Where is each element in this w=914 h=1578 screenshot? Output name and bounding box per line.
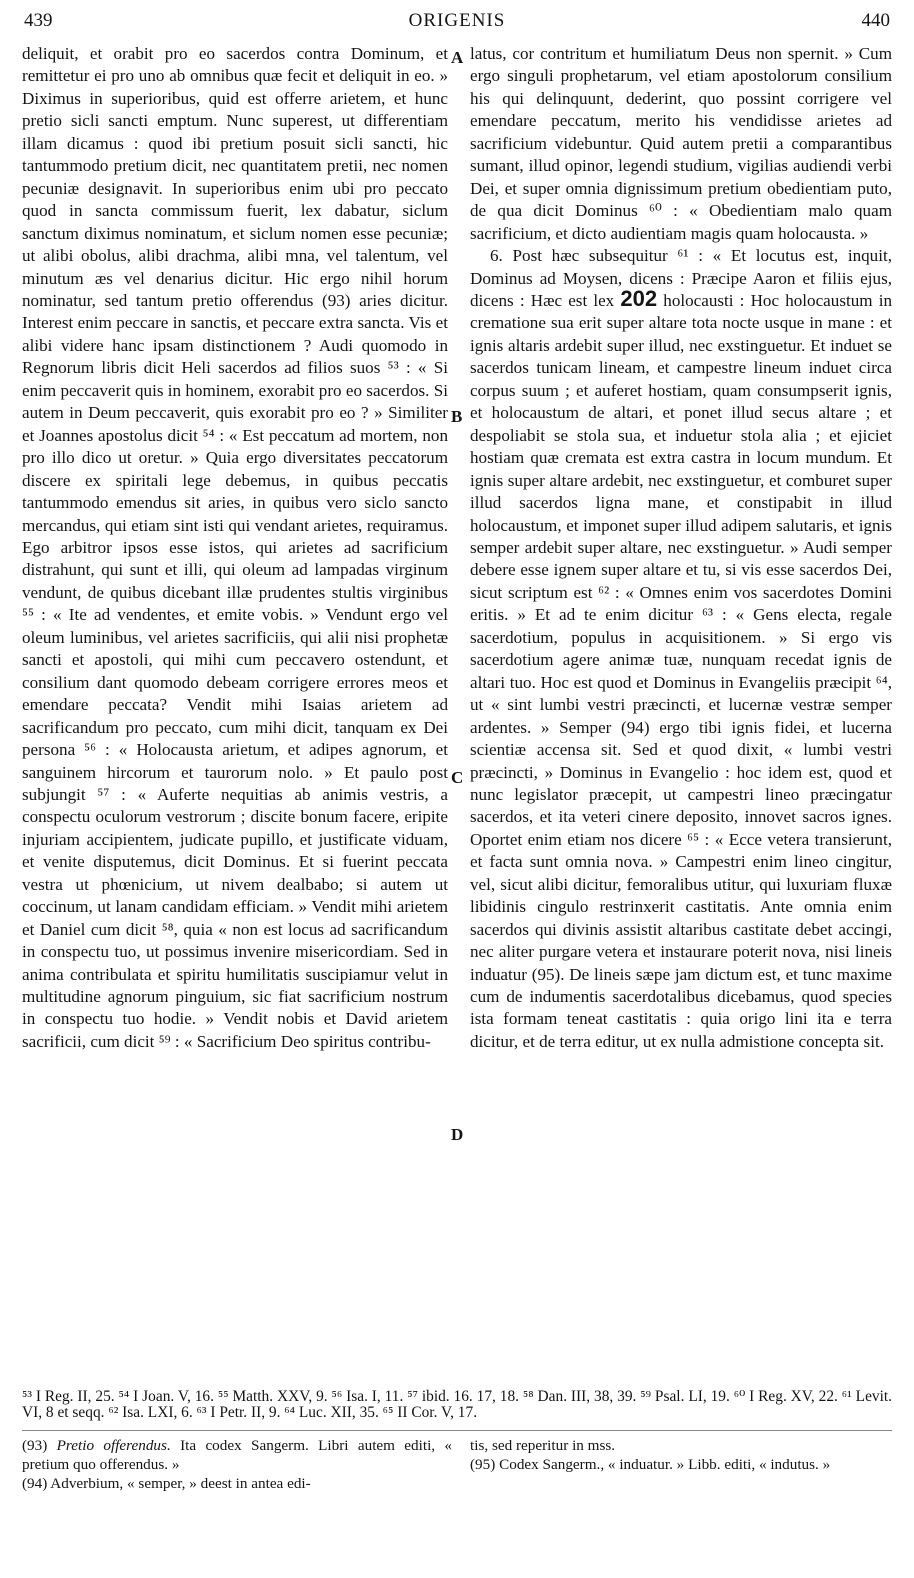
note-93-lemma: Pretio offerendus.	[56, 1437, 171, 1454]
critical-notes-right	[470, 1436, 892, 1474]
left-column-text: deliquit, et orabit pro eo sacerdos contra Dominum, et remittetur ei pro uno ab omnibus quæ fecit et deliquit in eo. » Diximus in superioribus, quid est offerre arietem, et hunc pretio sicli sancti emptum. Nunc superest, ut differentiam illam dicamus : quod ibi pretium posuit sicli sancti, hic tantummodo pretium dicit, nec quantitatem pretii, nec nomen pecuniæ designavit. In superioribus enim ubi pro peccato quod in sancta commissum fuerit, lex dabatur, siclum sanctum diximus nominatum, et siclum nomen esse pecuniæ; ut alibi obolus, alibi drachma, alibi mna, vel talentum, vel minutum æs vel denarius dicitur. Hic ergo nihil horum nominatur, sed tantum pretio offerendus (93) aries dicitur. Interest enim peccare in sanctis, et peccare extra sancta. Vis et alibi videre hanc ipsam distinctionem ? Audi quomodo in Regnorum libris dicit Heli sacerdos ad filios suos ⁵³ : « Si enim peccaverit quis in hominem, exorabit pro eo sacerdos. Si autem in Deum peccaverit, quis exorabit pro eo ? » Similiter et Joannes apostolus dicit ⁵⁴ : « Est peccatum ad mortem, non pro illo dico ut oretur. » Quia ergo diversitates peccatorum discere ex spiritali lege debemus, in quibus peccatis tantummodo emendus sit aries, in quibus vero siclo sancto mercandus, qui etiam sint isti qui vendant arietes, requiramus. Ego arbitror ipsos esse istos, qui arietes ad sacrificium distrahunt, qui sunt et illi, qui oleum ad lampadas virginum vendunt, de quibus dicebant illæ prudentes stultis virginibus ⁵⁵ : « Ite ad vendentes, et emite vobis. » Vendunt ergo vel oleum luminibus, vel arietes sacrificiis, qui alii nisi prophetæ sancti et apostoli, qui mihi cum peccavero ostendunt, et consilium dant quomodo debeam corrigere errores meos et emendare peccata? Vendit mihi Isaias arietem ad sacrificandum pro peccato, cum mihi dicit, tanquam ex Dei persona ⁵⁶ : « Holocausta arietum, et adipes agnorum, et sanguinem hircorum et taurorum nolo. » Et paulo post subjungit ⁵⁷ : « Auferte nequitias ab animis vestris, a conspectu oculorum vestrorum ; discite bonum facere, eripite injuriam accipientem, judicate pupillo, et justificate viduam, et venite disputemus, dicit Dominus. Et si fuerint peccata vestra ut phœnicium, ut nivem dealbabo; si autem ut coccinum, ut lanam candidam efficiam. » Vendit mihi arietem et Daniel cum dicit ⁵⁸, quia « non est locus ad sacrificandum in conspectu tuo, ut possimus invenire misericordiam. Sed in anima contribulata et spiritu humilitatis suscipiamur velut in multitudine agnorum pinguium, sic fiat sacrificium nostrum in conspectu tuo hodie. » Vendit nobis et David arietem sacrificii, cum dicit ⁵⁹ : « Sacrificium Deo spiritus contribu-	[22, 44, 448, 1051]
note-93-text: Ita codex Sangerm. Libri autem editi, « pretium quo offerendus. »	[22, 1437, 453, 1473]
margin-letter-d: D	[451, 1125, 464, 1144]
page-number-right: 440	[861, 10, 890, 31]
scripture-references-text: ⁵³ I Reg. II, 25. ⁵⁴ I Joan. V, 16. ⁵⁵ Matth. XXV, 9. ⁵⁶ Isa. I, 11. ⁵⁷ ibid. 16. 17, 18. ⁵⁸ Dan. III, 38, 39. ⁵⁹ Psal. LI, 19. ⁶⁰ I Reg. XV, 22. ⁶¹ Levit. VI, 8 et seqq. ⁶² Isa. LXI, 6. ⁶³ I Petr. II, 9. ⁶⁴ Luc. XII, 35. ⁶⁵ II Cor. V, 17.	[22, 1388, 892, 1422]
note-93	[22, 1436, 452, 1474]
note-94-continued: tis, sed reperitur in mss.	[470, 1437, 616, 1454]
right-column	[470, 43, 892, 1053]
critical-notes-left	[22, 1436, 452, 1493]
running-header	[24, 10, 890, 36]
running-title: ORIGENIS	[408, 10, 506, 31]
note-93-number: (93)	[22, 1437, 48, 1454]
right-column-paragraph-2	[470, 245, 892, 1053]
margin-letter-a: A	[451, 48, 464, 67]
scripture-references	[22, 1389, 892, 1421]
paragraph-2-text-start: 6. Post hæc subsequitur ⁶¹ : « Et locutus est, inquit, Dominus ad Moysen, dicens : Præcipe Aaron et filiis ejus, dicens : Hæc est lex	[470, 246, 892, 310]
margin-letter-b: B	[451, 407, 463, 426]
right-column-paragraph-1: latus, cor contritum et humiliatum Deus non spernit. » Cum ergo singuli prophetarum, vel etiam apostolorum consilium his qui delinquunt, dederint, quo possint corrigere vel emendare peccatum, merito his vendidisse arietes ad sacrificium videbuntur. Quid autem pretii a comparantibus sumant, illud opinor, legendi studium, vigilias audiendi verbi Dei, et super omnia dignissimum pretium obedientiam puto, de qua dicit Dominus ⁶⁰ : « Obedientiam malo quam sacrificium, et dicto audientiam magis quam holocausta. »	[470, 44, 892, 243]
migne-column-marker: 202	[620, 285, 658, 311]
note-95: (95) Codex Sangerm., « induatur. » Libb. editi, « indutus. »	[470, 1456, 831, 1473]
margin-letter-c: C	[451, 768, 464, 787]
paragraph-2-text-rest: holocausti : Hoc holocaustum in crematione sua erit super altare tota nocte usque in mane : et ignis altaris ardebit super illud, nec exstinguetur. Et induet se sacerdos tunicam lineam, et campestre lineum induet circa corpus suum ; et auferet hostiam, quam consumpserit ignis, et holocaustum de altari, et ponet illud secus altare ; et despoliabit se stola sua, et induetur stola alia ; et ejiciet hostiam quæ cremata est extra castra in locum mundum. Et ignis super altare ardebit, nec exstinguetur, et comburet super illud sacerdos ligna mane, et constipabit in illud holocaustum, et imponet super illud adipem salutaris, et ignis semper ardebit super altare, nec exstinguetur. » Audi semper debere esse ignem super altare et tu, si vis esse sacerdos Dei, sicut scriptum est ⁶² : « Omnes enim vos sacerdotes Domini eritis. » Et ad te enim dicitur ⁶³ : « Gens electa, regale sacerdotium, populus in acquisitionem. » Si ergo vis sacerdotium agere animæ tuæ, nunquam recedat ignis de altari tuo. Hoc est quod et Dominus in Evangeliis præcipit ⁶⁴, ut « sint lumbi vestri præcincti, et lucernæ vestræ semper ardentes. » Semper (94) ergo tibi ignis fidei, et lucerna scientiæ accensa sit. Sed et quod dixit, « lumbi vestri præcincti, » Dominus in Evangelio : hoc idem est, quod et nunc legislator præcepit, ut campestri lineo præcingatur sacerdos, et ita veteri cinere deposito, innovet sacros ignes. Oportet enim etiam nos dicere ⁶⁵ : « Ecce vetera transierunt, et facta sunt omnia nova. » Campestri enim lineo cingitur, vel, sicut alibi dicitur, femoralibus utitur, qui luxuriam fluxæ libidinis cingulo restrinxerit castitatis. Ante omnia enim sacerdos qui divinis assistit altaribus castitate debet accingi, nec aliter purgare vetera et instaurare poterit nova, nisi lineis induatur (95). De lineis sæpe jam dictum est, et tunc maxime cum de indumentis sacerdotalibus dicebamus, quod species ista formam teneat castitatis : quia origo lini ita e terra dicitur, et de terra editur, ut ex nulla admistione concepta sit.	[470, 290, 893, 1051]
page-number-left: 439	[24, 10, 53, 31]
footnote-divider	[22, 1430, 892, 1431]
note-94: (94) Adverbium, « semper, » deest in antea edi-	[22, 1475, 311, 1492]
left-column	[22, 43, 448, 1053]
